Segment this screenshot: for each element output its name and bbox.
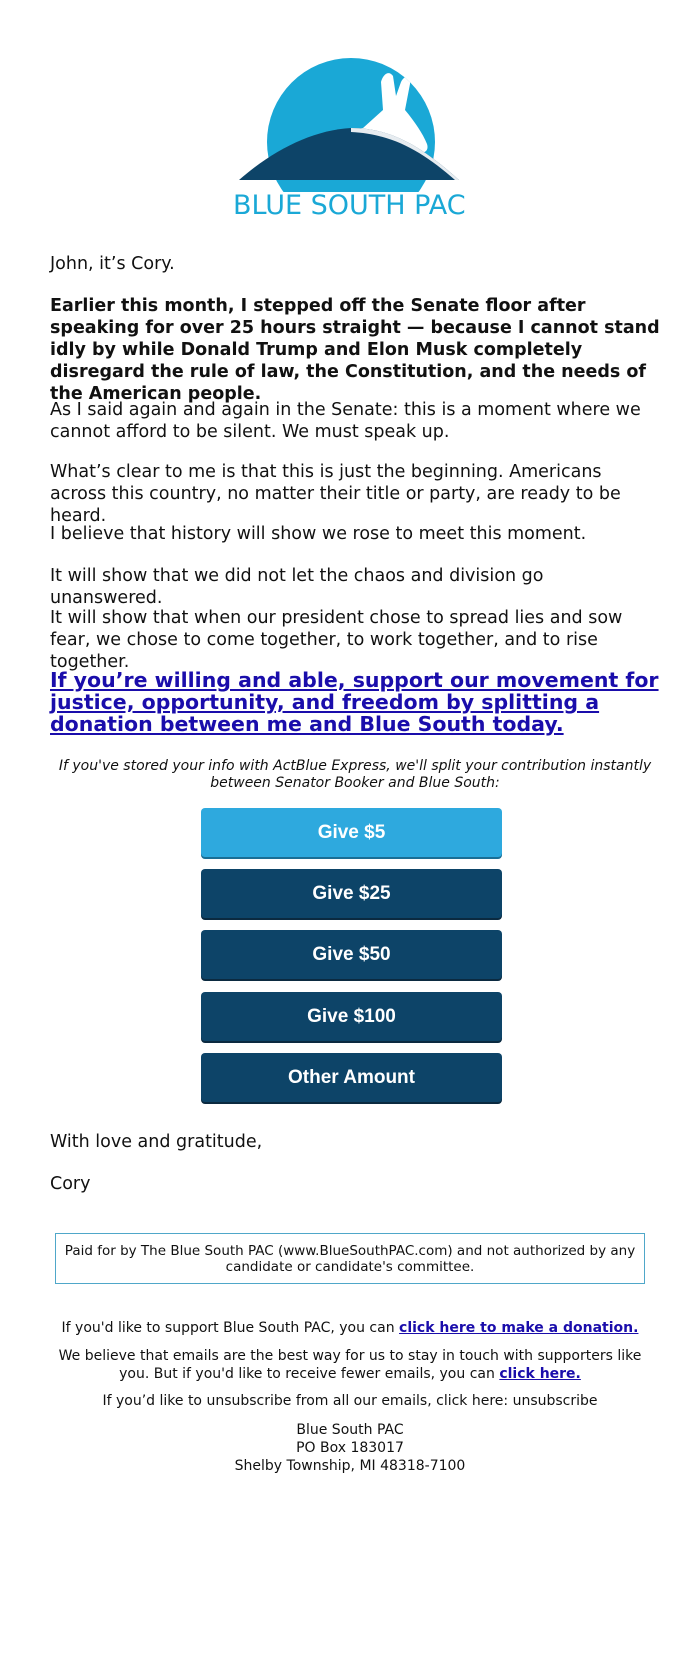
give-100-button[interactable]: Give $100 [201,992,502,1041]
unsubscribe-link[interactable]: unsubscribe [512,1393,598,1409]
donkey-logo-icon [233,52,465,192]
address-line-1: Blue South PAC [296,1422,404,1438]
paragraph-4: It will show that we did not let the chaos and division go unanswered. [50,566,544,608]
other-amount-button[interactable]: Other Amount [201,1053,502,1102]
greeting: John, it’s Cory. [50,254,175,274]
bold-intro-paragraph: Earlier this month, I stepped off the Senate floor after speaking for over 25 hours straight — because I cannot stand idly by while Donald Trump and Elon Musk completely disregard the rule of law, the Constitution, and the needs of the American people. [50,296,660,404]
actblue-express-note: If you've stored your info with ActBlue Express, we'll split your contribution instantly between Senator Booker and Blue South: [58,758,652,791]
fewer-emails-link[interactable]: click here. [499,1366,581,1382]
signature: Cory [50,1174,91,1194]
unsubscribe-text: If you’d like to unsubscribe from all our emails, click here: [102,1393,513,1409]
support-line [55,1319,645,1337]
signoff: With love and gratitude, [50,1132,263,1152]
give-5-button[interactable]: Give $5 [201,808,502,857]
logo-wordmark: BLUE SOUTH PAC [233,190,466,221]
paragraph-5: It will show that when our president chose to spread lies and sow fear, we chose to come together, to work together, and to rise together. [50,608,623,672]
paid-for-disclaimer [55,1233,645,1284]
paragraph-1: As I said again and again in the Senate: this is a moment where we cannot afford to be silent. We must speak up. [50,400,641,442]
fewer-emails-line [55,1347,645,1383]
paragraph-2: What’s clear to me is that this is just the beginning. Americans across this country, no matter their title or party, are ready to be heard. [50,462,621,526]
unsubscribe-line [55,1392,645,1410]
fewer-emails-text: We believe that emails are the best way for us to stay in touch with supporters like you. But if you'd like to receive fewer emails, you can [58,1348,642,1382]
address-line-2: PO Box 183017 [296,1440,404,1456]
paid-for-text: Paid for by The Blue South PAC (www.BlueSouthPAC.com) and not authorized by any candidate or candidate's committee. [64,1243,636,1275]
paragraph-3: I believe that history will show we rose to meet this moment. [50,524,587,544]
donate-cta-link[interactable]: If you’re willing and able, support our movement for justice, opportunity, and freedom by splitting a donation between me and Blue South today. [50,668,659,736]
blue-south-pac-logo [233,52,465,224]
give-50-button[interactable]: Give $50 [201,930,502,979]
address-line-3: Shelby Township, MI 48318-7100 [234,1458,466,1474]
make-donation-link[interactable]: click here to make a donation. [399,1320,639,1336]
support-text: If you'd like to support Blue South PAC, you can [61,1320,400,1336]
give-25-button[interactable]: Give $25 [201,869,502,918]
